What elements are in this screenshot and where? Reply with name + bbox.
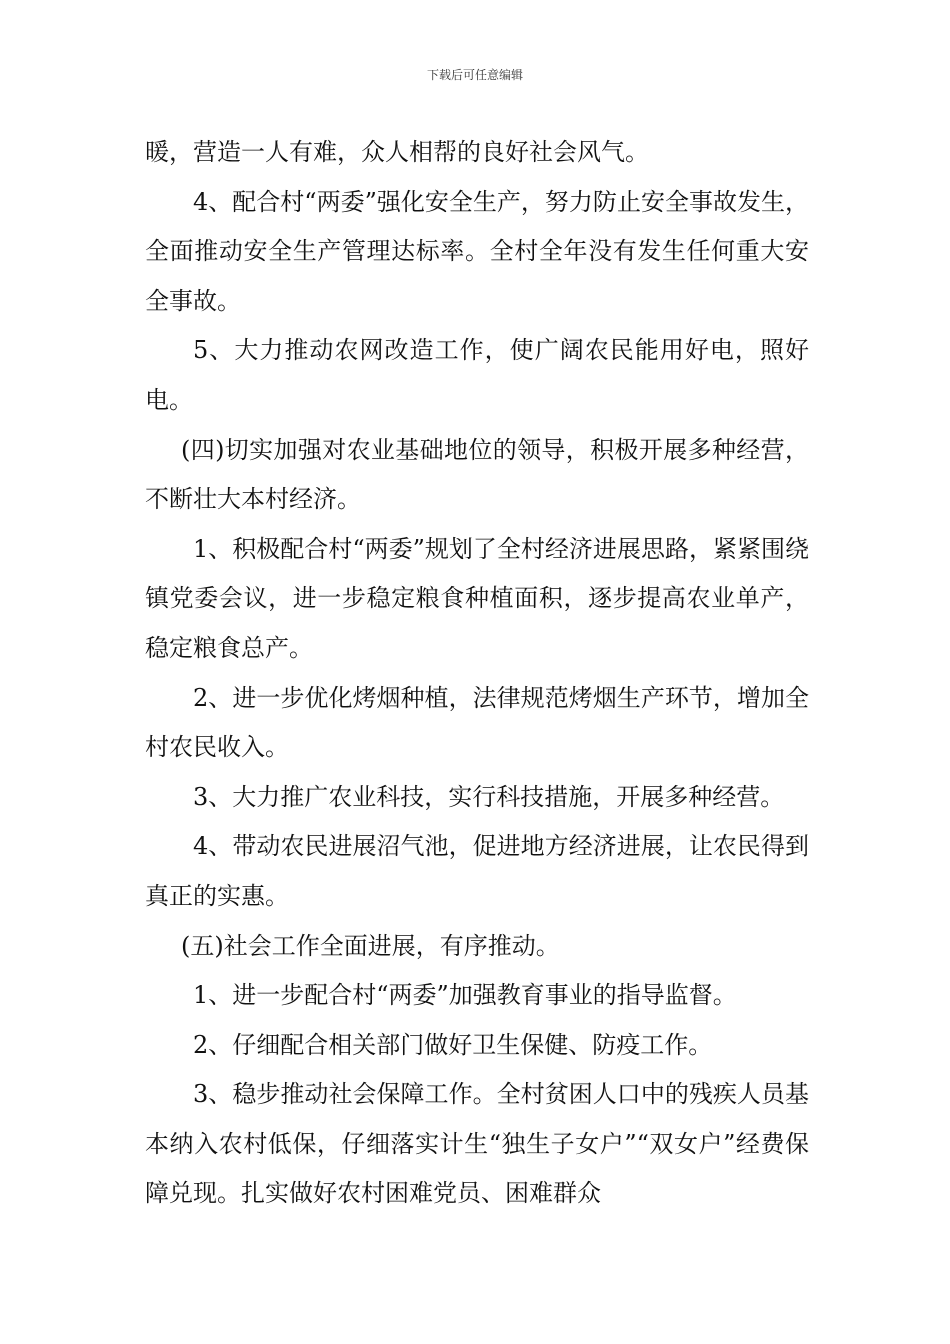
document-body xyxy=(145,128,809,1219)
paragraph: 暖，营造一人有难，众人相帮的良好社会风气。 xyxy=(145,138,649,166)
paragraph: 2、仔细配合相关部门做好卫生保健、防疫工作。 xyxy=(193,1030,713,1059)
section-heading: (五)社会工作全面进展，有序推动。 xyxy=(181,931,560,960)
paragraph: 3、稳步推动社会保障工作。全村贫困人口中的残疾人员基本纳入农村低保，仔细落实计生“独生子女户”“双女户”经费保障兑现。扎实做好农村困难党员、困难群众 xyxy=(145,1080,809,1208)
paragraph: 1、积极配合村“两委”规划了全村经济进展思路，紧紧围绕镇党委会议，进一步稳定粮食种植面积，逐步提高农业单产，稳定粮食总产。 xyxy=(145,534,809,662)
paragraph: 2、进一步优化烤烟种植，法律规范烤烟生产环节，增加全村农民收入。 xyxy=(145,683,809,762)
section-heading: (四)切实加强对农业基础地位的领导，积极开展多种经营，不断壮大本村经济。 xyxy=(145,435,809,514)
paragraph: 3、大力推广农业科技，实行科技措施，开展多种经营。 xyxy=(193,782,785,811)
paragraph: 4、配合村“两委”强化安全生产，努力防止安全事故发生，全面推动安全生产管理达标率。全村全年没有发生任何重大安全事故。 xyxy=(145,187,809,315)
paragraph: 4、带动农民进展沼气池，促进地方经济进展，让农民得到真正的实惠。 xyxy=(145,832,809,910)
paragraph: 1、进一步配合村“两委”加强教育事业的指导监督。 xyxy=(193,981,737,1010)
header-note: 下载后可任意编辑 xyxy=(426,68,523,82)
paragraph: 5、大力推动农网改造工作，使广阔农民能用好电，照好电。 xyxy=(145,336,809,414)
